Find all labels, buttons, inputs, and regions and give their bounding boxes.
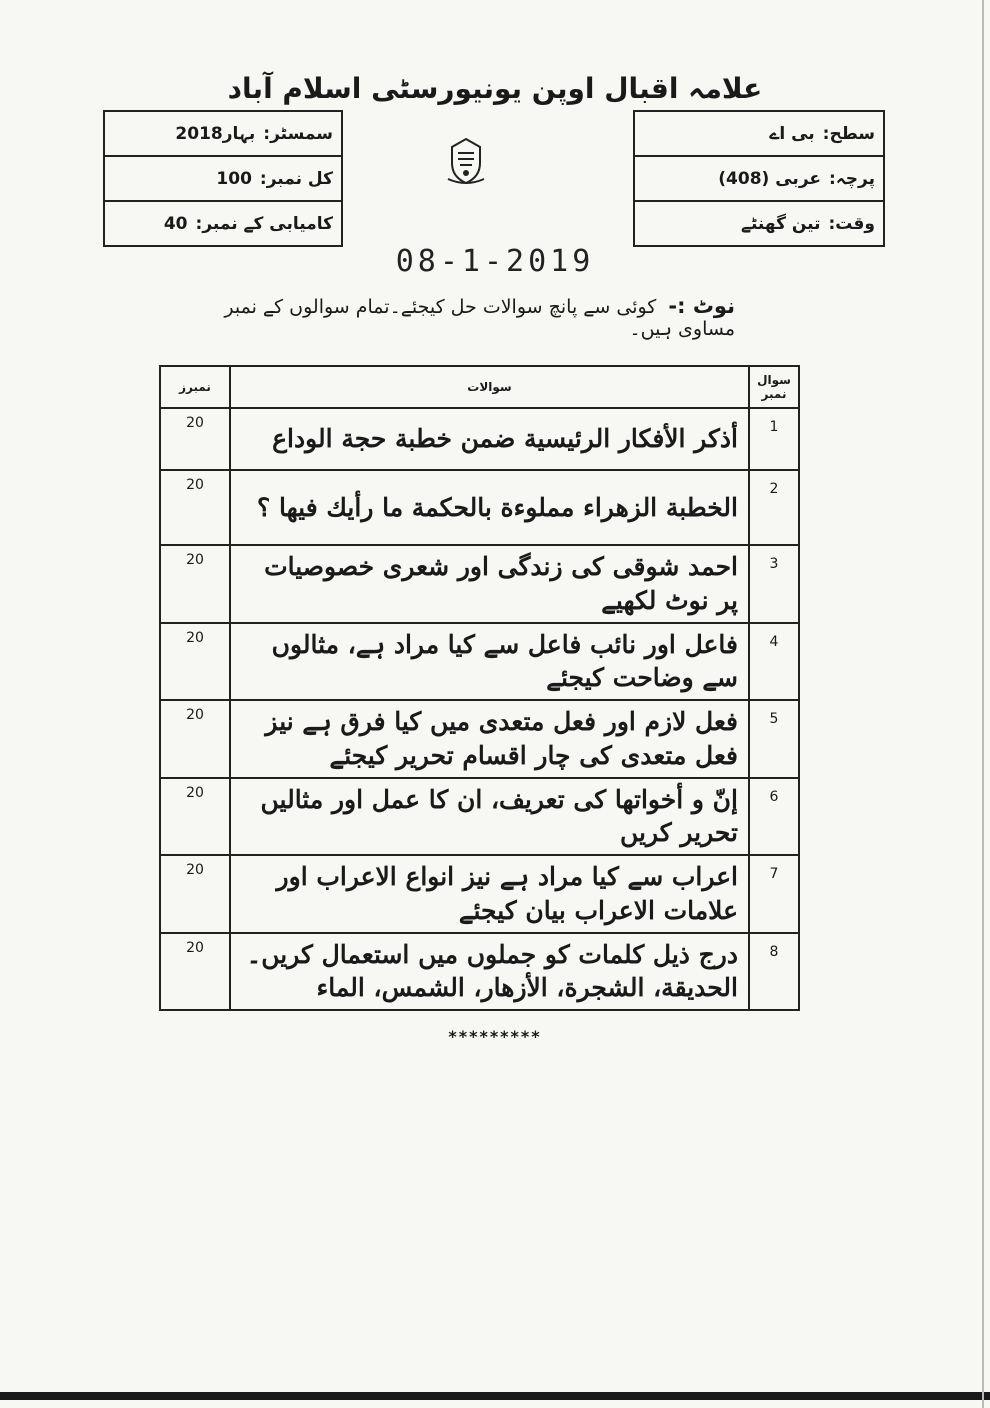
paper-label: پرچہ: xyxy=(829,169,875,189)
question-number: 1 xyxy=(749,408,799,470)
question-text: احمد شوقی کی زندگی اور شعری خصوصیات پر نوٹ لکھیے xyxy=(230,545,749,623)
question-number-header: سوال نمبر xyxy=(749,366,799,408)
question-marks: 20 xyxy=(160,623,230,701)
pass-marks-row xyxy=(105,202,341,245)
question-marks: 20 xyxy=(160,408,230,470)
semester-value: بہار2018 xyxy=(175,124,256,144)
table-row xyxy=(160,933,799,1011)
end-of-paper-marker: ********* xyxy=(448,1027,542,1046)
table-row xyxy=(160,470,799,545)
paper-row xyxy=(635,157,883,202)
exam-info-box-right xyxy=(633,110,885,247)
total-marks-row xyxy=(105,157,341,202)
question-number: 4 xyxy=(749,623,799,701)
question-text: إنّ و أخواتها کی تعریف، ان کا عمل اور مثالیں تحریر کریں xyxy=(230,778,749,856)
time-value: تین گھنٹے xyxy=(741,214,821,234)
question-text: اعراب سے کیا مراد ہے نیز انواع الاعراب اور علامات الاعراب بیان کیجئے xyxy=(230,855,749,933)
table-row xyxy=(160,855,799,933)
handwritten-date: 08-1-2019 xyxy=(395,244,595,279)
table-row xyxy=(160,778,799,856)
note-text: کوئی سے پانچ سوالات حل کیجئے۔تمام سوالوں کے نمبر مساوی ہیں۔ xyxy=(224,296,735,340)
exam-info-box-left xyxy=(103,110,343,247)
pass-marks-label: کامیابی کے نمبر: xyxy=(195,214,333,234)
total-marks-label: کل نمبر: xyxy=(259,168,333,189)
time-label: وقت: xyxy=(828,213,875,234)
total-marks-value: 100 xyxy=(216,168,252,189)
question-number: 8 xyxy=(749,933,799,1011)
questions-header: سوالات xyxy=(230,366,749,408)
question-marks: 20 xyxy=(160,933,230,1011)
pass-marks-value: 40 xyxy=(163,213,188,234)
question-number: 3 xyxy=(749,545,799,623)
level-label: سطح: xyxy=(822,123,875,144)
note-label: نوٹ :- xyxy=(668,294,735,318)
question-marks: 20 xyxy=(160,470,230,545)
question-marks: 20 xyxy=(160,545,230,623)
semester-row xyxy=(105,112,341,157)
table-row xyxy=(160,700,799,778)
paper-value: عربی (408) xyxy=(718,168,822,189)
university-crest-icon xyxy=(440,135,492,187)
question-text: فاعل اور نائب فاعل سے کیا مراد ہے، مثالوں سے وضاحت کیجئے xyxy=(230,623,749,701)
question-number: 5 xyxy=(749,700,799,778)
university-title: علامہ اقبال اوپن یونیورسٹی اسلام آباد xyxy=(227,72,763,105)
table-header-row xyxy=(160,366,799,408)
questions-table xyxy=(159,365,800,1011)
question-text: الخطبة الزهراء مملوءة بالحكمة ما رأيك فيها ؟ xyxy=(230,470,749,545)
instructions-note xyxy=(200,294,735,340)
question-marks: 20 xyxy=(160,778,230,856)
table-row xyxy=(160,408,799,470)
level-row xyxy=(635,112,883,157)
question-text: درج ذیل کلمات کو جملوں میں استعمال کریں۔ الحديقة، الشجرة، الأزهار، الشمس، الماء xyxy=(230,933,749,1011)
time-row xyxy=(635,202,883,245)
table-row xyxy=(160,545,799,623)
question-number: 7 xyxy=(749,855,799,933)
question-marks: 20 xyxy=(160,700,230,778)
level-value: بی اے xyxy=(769,124,815,144)
scan-right-edge xyxy=(982,0,984,1408)
question-text: أذكر الأفكار الرئيسية ضمن خطبة حجة الوداع xyxy=(230,408,749,470)
question-text: فعل لازم اور فعل متعدی میں کیا فرق ہے نیز فعل متعدی کی چار اقسام تحریر کیجئے xyxy=(230,700,749,778)
question-number: 6 xyxy=(749,778,799,856)
marks-header: نمبرز xyxy=(160,366,230,408)
question-number: 2 xyxy=(749,470,799,545)
semester-label: سمسٹر: xyxy=(263,123,333,144)
table-row xyxy=(160,623,799,701)
question-marks: 20 xyxy=(160,855,230,933)
scan-bottom-edge xyxy=(0,1392,990,1400)
